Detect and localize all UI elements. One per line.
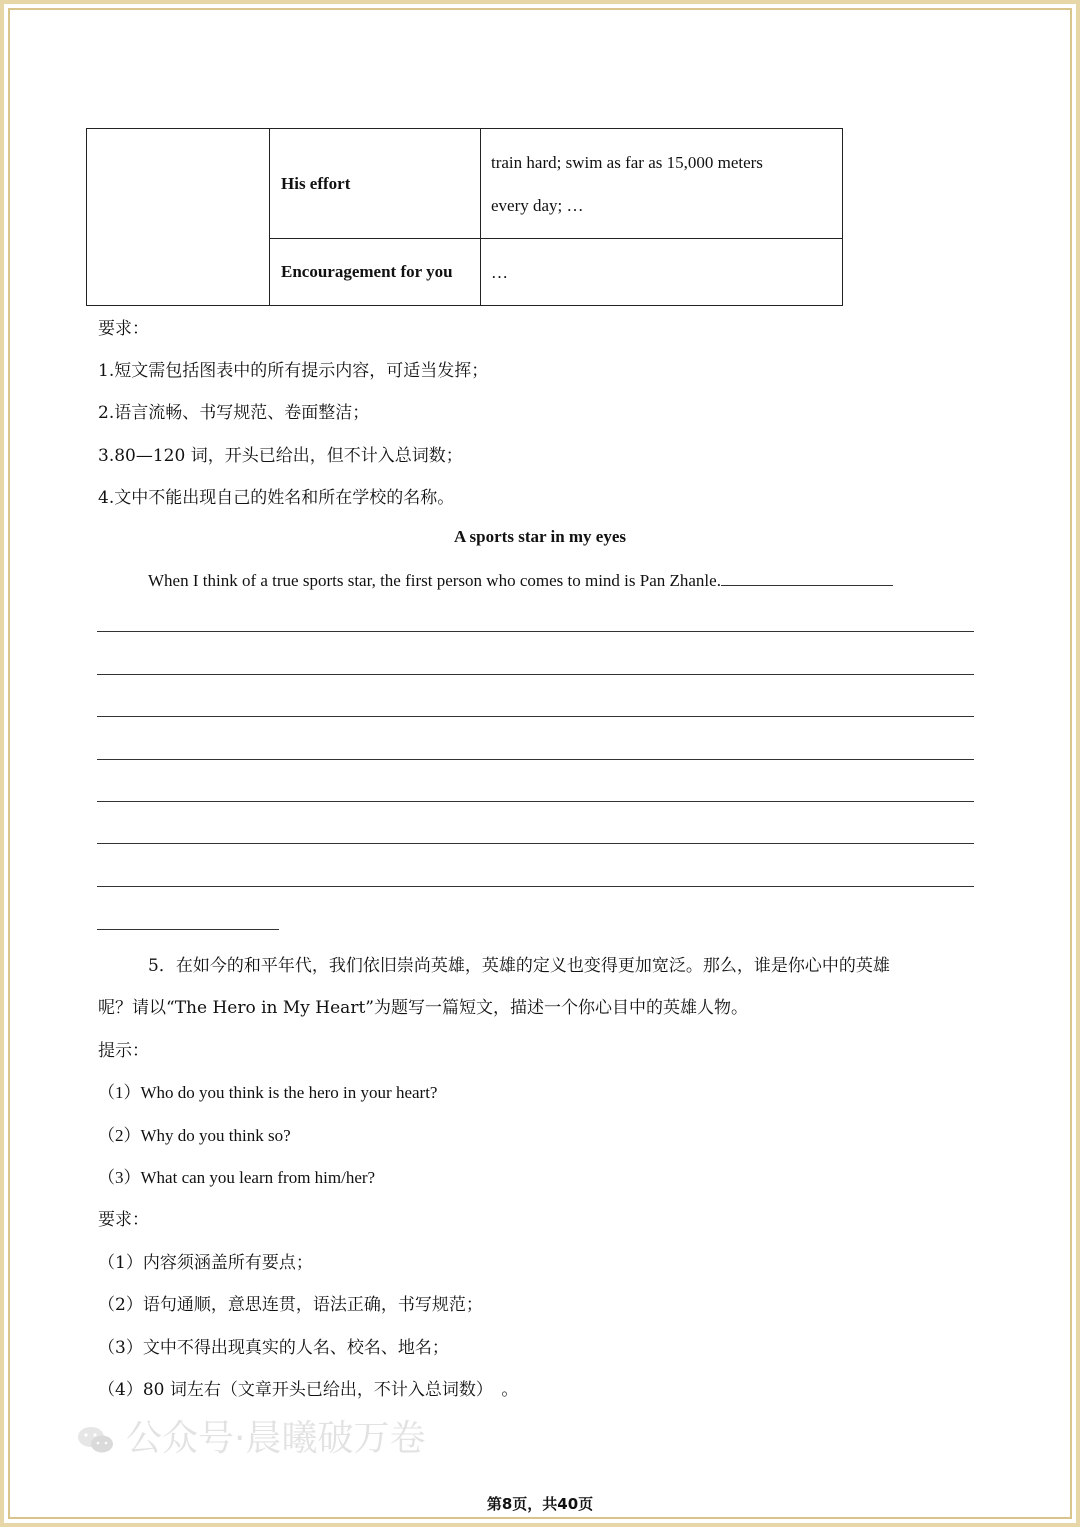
essay-opening-line: [148, 569, 893, 591]
table-row: [87, 129, 843, 239]
table-cell-text: every day; …: [491, 195, 584, 215]
requirement-item: （4）80 词左右（文章开头已给出，不计入总词数） 。: [98, 1380, 519, 1400]
hint-item: （2）Why do you think so?: [98, 1126, 291, 1145]
question5-prompt: 呢？请以“The Hero in My Heart”为题写一篇短文，描述一个你心目中的英雄人物。: [98, 998, 748, 1018]
watermark: [76, 1410, 425, 1461]
table-cell-label: Encouragement for you: [270, 239, 481, 306]
hint-item: （1）Who do you think is the hero in your heart?: [98, 1083, 438, 1102]
writing-line: [97, 716, 974, 717]
table-cell-content: …: [481, 239, 843, 306]
hints-heading: 提示：: [98, 1041, 149, 1061]
writing-line: [97, 759, 974, 760]
requirement-item: （3）文中不得出现真实的人名、校名、地名；: [98, 1338, 449, 1358]
requirement-item: 3.80—120 词，开头已给出，但不计入总词数；: [98, 446, 463, 466]
requirement-item: 2.语言流畅、书写规范、卷面整洁；: [98, 403, 370, 423]
requirements-heading: 要求：: [98, 1210, 149, 1230]
question5-prompt: 5．在如今的和平年代，我们依旧崇尚英雄，英雄的定义也变得更加宽泛。那么，谁是你心中的英雄: [148, 956, 890, 976]
essay-opening: When I think of a true sports star, the first person who comes to mind is Pan Zhanle.: [148, 571, 721, 590]
requirements-heading: 要求：: [98, 319, 149, 339]
wechat-icon: [76, 1424, 116, 1456]
info-table: [86, 128, 843, 306]
watermark-text: 公众号·晨曦破万卷: [126, 1418, 426, 1459]
table-cell-text: train hard; swim as far as 15,000 meters: [491, 152, 763, 172]
writing-line: [97, 886, 974, 887]
writing-line: [97, 631, 974, 632]
writing-line: [97, 929, 279, 930]
requirement-item: （1）内容须涵盖所有要点；: [98, 1253, 313, 1273]
requirement-item: 4.文中不能出现自己的姓名和所在学校的名称。: [98, 488, 455, 508]
requirement-item: （2）语句通顺，意思连贯，语法正确，书写规范；: [98, 1295, 483, 1315]
writing-line: [97, 801, 974, 802]
writing-blank: [721, 569, 893, 586]
table-cell-label: His effort: [270, 129, 481, 239]
table-cell-empty: [87, 129, 270, 306]
essay-title: A sports star in my eyes: [453, 527, 627, 546]
page-number: 第8页，共40页: [486, 1495, 594, 1513]
requirement-item: 1.短文需包括图表中的所有提示内容，可适当发挥；: [98, 361, 489, 381]
hint-item: （3）What can you learn from him/her?: [98, 1168, 376, 1187]
writing-line: [97, 674, 974, 675]
writing-line: [97, 843, 974, 844]
table-cell-content: [481, 129, 843, 239]
